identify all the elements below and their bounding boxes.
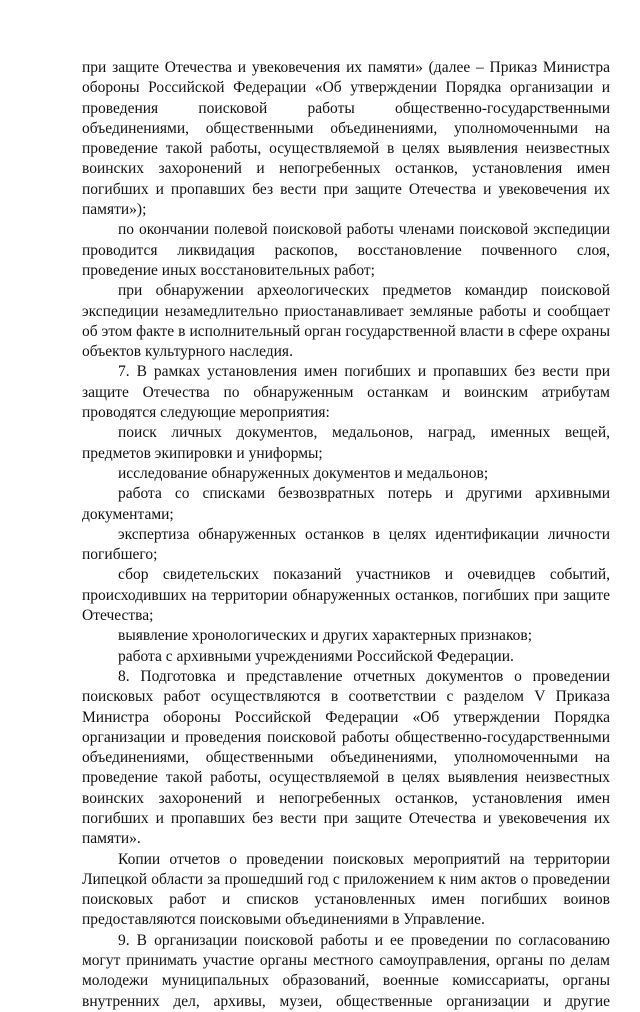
paragraph-report-copies: Копии отчетов о проведении поисковых мероприятий на территории Липецкой области за прошедший год с приложением к ним актов о проведении поисковых работ и списков установленных имен погибших воинов предоставляются поисковыми объединениями в Управление. <box>82 850 610 929</box>
list-item-loss-lists: работа со списками безвозвратных потерь и другими архивными документами; <box>82 485 610 523</box>
list-item-identification: экспертиза обнаруженных останков в целях идентификации личности погибшего; <box>82 525 610 564</box>
paragraph-archaeological-finds: при обнаружении археологических предметов командир поисковой экспедиции незамедлительно приостанавливает земляные работы и сообщает об этом факте в исполнительный орган государственной власти в сфере охраны объектов культурного наследия. <box>82 282 610 361</box>
list-item-study-documents: исследование обнаруженных документов и медальонов; <box>118 464 489 482</box>
list-item-witness-testimony: сбор свидетельских показаний участников и очевидцев событий, происходивших на территории обнаруженных останков, погибших при защите Отечества; <box>82 566 610 625</box>
document-page <box>82 58 610 1012</box>
list-item-chronological-signs: выявление хронологических и других характерных признаков; <box>118 627 533 645</box>
paragraph-section-7: 7. В рамках установления имен погибших и пропавших без вести при защите Отечества по обнаруженным останкам и воинским атрибутам проводятся следующие мероприятия: <box>82 363 610 422</box>
paragraph-excavation-restoration: по окончании полевой поисковой работы членами поисковой экспедиции проводится ликвидация раскопов, восстановление почвенного слоя, проведение иных восстановительных работ; <box>82 221 610 279</box>
list-item-archives: работа с архивными учреждениями Российской Федерации. <box>118 647 514 665</box>
paragraph-section-9: 9. В организации поисковой работы и ее проведении по согласованию могут принимать участие органы местного самоуправления, органы по делам молодежи муниципальных образований, военные комиссариаты, органы внутренних дел, архивы, музеи, общественные организации и другие <box>82 931 610 1010</box>
paragraph-section-8: 8. Подготовка и представление отчетных документов о проведении поисковых работ осуществляются в соответствии с разделом V Приказа Министра обороны Российской Федерации «Об утверждении Порядка организации и проведения поисковой работы общественно-государственными объединениями, общественными объединениями, уполномоченными на проведение такой работы, осуществляемой в целях выявления неизвестных воинских захоронений и непогребенных останков, установления имен погибших и пропавших без вести при защите Отечества и увековечения их памяти». <box>82 667 610 848</box>
paragraph-order-reference: при защите Отечества и увековечения их памяти» (далее – Приказ Министра обороны Российской Федерации «Об утверждении Порядка организации и проведения поисковой работы общественно-государственными объединениями, общественными объединениями, уполномоченными на проведение такой работы, осуществляемой в целях выявления неизвестных воинских захоронений и непогребенных останков, установления имен погибших и пропавших без вести при защите Отечества и увековечения их памяти»); <box>82 59 610 219</box>
list-item-search-documents: поиск личных документов, медальонов, наград, именных вещей, предметов экипировки и униформы; <box>82 424 610 462</box>
